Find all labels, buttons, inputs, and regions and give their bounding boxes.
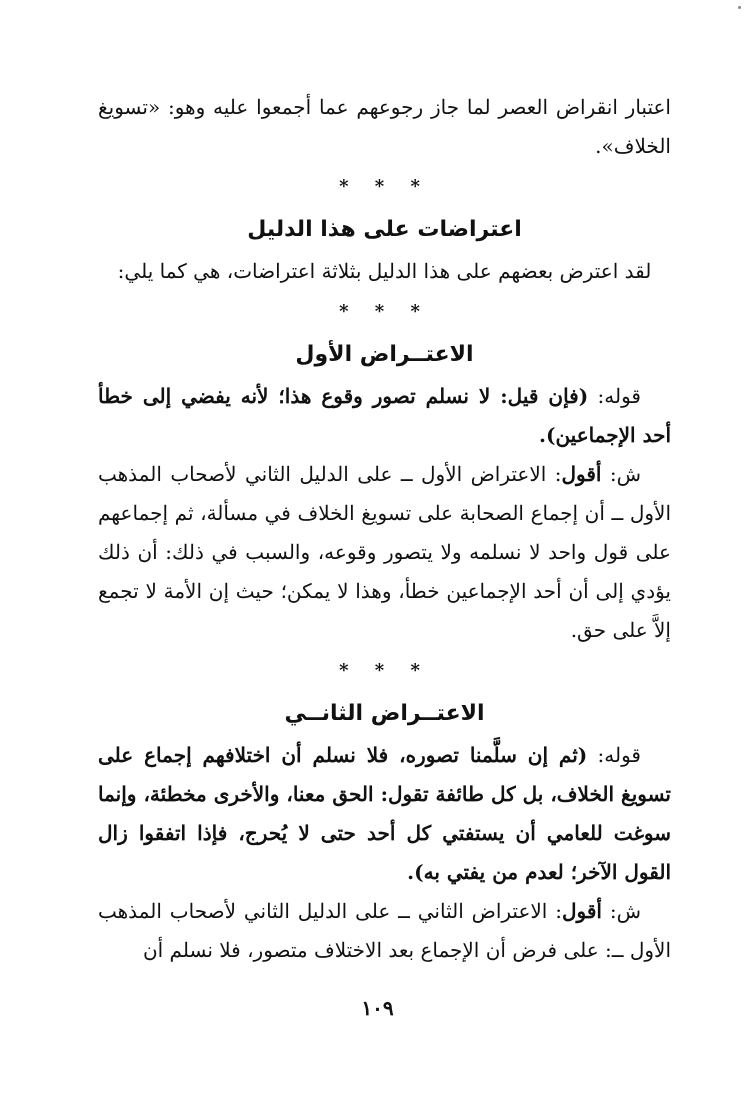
commentary-lead: أقول — [561, 899, 602, 923]
objection-two-quote — [98, 736, 671, 892]
page-body — [98, 88, 671, 970]
objection-one-quote — [98, 377, 671, 455]
section-heading: اعتراضات على هذا الدليل — [247, 217, 522, 242]
scan-speck — [738, 6, 741, 9]
quote-prefix: قوله: — [587, 743, 641, 767]
objection-one-heading: الاعتــراض الأول — [295, 342, 474, 367]
quote-prefix: قوله: — [588, 384, 641, 408]
objection-two-heading: الاعتــراض الثانــي — [284, 701, 485, 726]
objection-two-commentary — [98, 892, 671, 970]
page-number: ١٠٩ — [361, 996, 394, 1020]
commentary-text: : الاعتراض الثاني ــ على الدليل الثاني لأصحاب المذهب الأول ــ: على فرض أن الإجماع بعد الاختلاف متصور، فلا نسلم أن — [98, 899, 671, 962]
commentary-lead: أقول — [561, 462, 602, 486]
commentary-prefix: ش: — [601, 462, 642, 486]
quote-text: (ثم إن سلَّمنا تصوره، فلا نسلم أن اختلافهم إجماع على تسويغ الخلاف، بل كل طائفة تقول: الحق معنا، والأخرى مخطئة، وإنما سوغت للعامي أن يستفتي كل أحد حتى لا يُحرج، فإذا اتفقوا زال القول الآخر؛ لعدم من يفتي به). — [98, 743, 671, 884]
separator-stars: * * * — [339, 660, 430, 681]
quote-text: (فإن قيل: لا نسلم تصور وقوع هذا؛ لأنه يفضي إلى خطأ أحد الإجماعين). — [98, 384, 671, 447]
separator-stars: * * * — [339, 301, 430, 322]
commentary-text: : الاعتراض الأول ــ على الدليل الثاني لأصحاب المذهب الأول ــ أن إجماع الصحابة على تسويغ الخلاف في مسألة، ثم إجماعهم على قول واحد لا نسلمه ولا يتصور وقوعه، والسبب في ذلك: أن ذلك يؤدي إلى أن أحد الإجماعين خطأ، وهذا لا يمكن؛ حيث إن الأمة لا تجمع إلاَّ على حق. — [98, 462, 672, 642]
objection-one-commentary — [98, 455, 671, 650]
opening-paragraph: اعتبار انقراض العصر لما جاز رجوعهم عما أجمعوا عليه وهو: «تسويغ الخلاف». — [98, 95, 671, 158]
section-intro: لقد اعترض بعضهم على هذا الدليل بثلاثة اعتراضات، هي كما يلي: — [117, 259, 652, 283]
separator-stars: * * * — [339, 176, 430, 197]
commentary-prefix: ش: — [601, 899, 641, 923]
